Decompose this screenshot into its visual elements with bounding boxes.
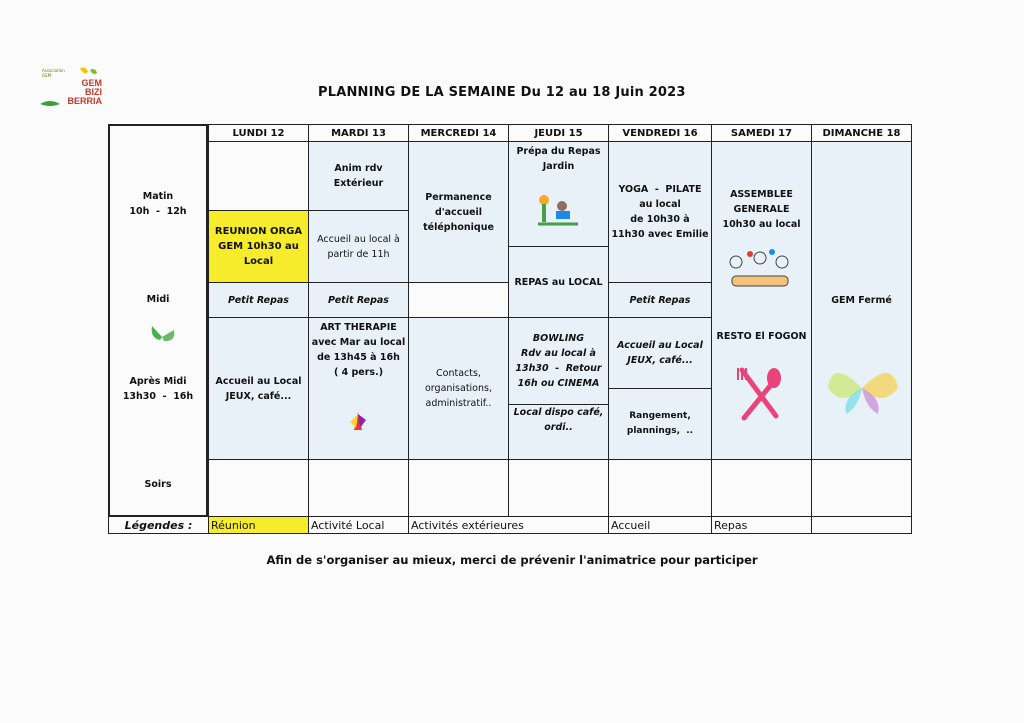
dimanche-soir bbox=[811, 459, 912, 517]
vendredi-apres-midi-accueil: Accueil au Local JEUX, café... bbox=[608, 317, 712, 389]
butterfly-icon bbox=[822, 358, 902, 422]
header-mercredi: MERCREDI 14 bbox=[408, 124, 509, 142]
jeudi-apres-midi-local: Local dispo café, ordi.. bbox=[508, 404, 609, 460]
legend-empty bbox=[811, 516, 912, 534]
row-label-midi: Midi bbox=[146, 293, 170, 305]
mercredi-apres-midi: Contacts, organisations, administratif.. bbox=[408, 317, 509, 460]
mardi-matin-exterieur: Anim rdv Extérieur bbox=[308, 141, 409, 211]
samedi-soir bbox=[711, 459, 812, 517]
cutlery-icon bbox=[736, 366, 784, 426]
legend-activites-exterieures: Activités extérieures bbox=[408, 516, 609, 534]
people-meeting-icon bbox=[720, 248, 800, 302]
lundi-soir bbox=[208, 459, 309, 517]
header-lundi: LUNDI 12 bbox=[208, 124, 309, 142]
mercredi-matin: Permanence d'accueil téléphonique bbox=[408, 141, 509, 283]
gem-logo bbox=[40, 66, 102, 116]
planning-table bbox=[108, 124, 912, 534]
lundi-reunion: REUNION ORGA GEM 10h30 au Local bbox=[208, 210, 309, 283]
lundi-midi: Petit Repas bbox=[208, 282, 309, 318]
header-mardi: MARDI 13 bbox=[308, 124, 409, 142]
header-jeudi: JEUDI 15 bbox=[508, 124, 609, 142]
lundi-apres-midi: Accueil au Local JEUX, café... bbox=[208, 317, 309, 460]
logo-small-text: Association GEM bbox=[42, 68, 65, 78]
row-label-matin: Matin 10h - 12h bbox=[129, 191, 187, 217]
vendredi-midi: Petit Repas bbox=[608, 282, 712, 318]
jeudi-apres-midi-bowling: BOWLING Rdv au local à 13h30 - Retour 16h ou CINEMA bbox=[508, 317, 609, 405]
mardi-apres-midi bbox=[308, 317, 409, 460]
jeudi-soir bbox=[508, 459, 609, 517]
legend-reunion: Réunion bbox=[208, 516, 309, 534]
dimanche-ferme: GEM Fermé bbox=[811, 141, 912, 460]
footer-note: Afin de s'organiser au mieux, merci de prévenir l'animatrice pour participer bbox=[266, 553, 758, 567]
butterfly-icon bbox=[148, 322, 178, 356]
header-dimanche: DIMANCHE 18 bbox=[811, 124, 912, 142]
vendredi-matin: YOGA - PILATE au local de 10h30 à 11h30 avec Emilie bbox=[608, 141, 712, 283]
samedi-assemblee: ASSEMBLEE GENERALE 10h30 au local bbox=[722, 188, 801, 230]
page-title: PLANNING DE LA SEMAINE Du 12 au 18 Juin 2023 bbox=[318, 85, 686, 100]
header-vendredi: VENDREDI 16 bbox=[608, 124, 712, 142]
mercredi-midi bbox=[408, 282, 509, 318]
paint-splash-icon bbox=[346, 408, 370, 438]
mercredi-soir bbox=[408, 459, 509, 517]
jeudi-midi: REPAS au LOCAL bbox=[508, 246, 609, 318]
lundi-matin-empty bbox=[208, 141, 309, 211]
samedi-resto: RESTO El FOGON bbox=[716, 330, 807, 342]
legend-repas: Repas bbox=[711, 516, 812, 534]
legend-accueil: Accueil bbox=[608, 516, 712, 534]
mardi-art-therapie: ART THERAPIE avec Mar au local de 13h45 à 16h ( 4 pers.) bbox=[311, 322, 406, 378]
header-samedi: SAMEDI 17 bbox=[711, 124, 812, 142]
mardi-matin-accueil: Accueil au local à partir de 11h bbox=[308, 210, 409, 283]
vendredi-apres-midi-rangement: Rangement, plannings, .. bbox=[608, 388, 712, 460]
row-label-apres-midi: Après Midi 13h30 - 16h bbox=[122, 376, 194, 402]
gardener-icon bbox=[536, 194, 580, 232]
legend-activite-local: Activité Local bbox=[308, 516, 409, 534]
row-label-soirs: Soirs bbox=[144, 478, 172, 490]
vendredi-soir bbox=[608, 459, 712, 517]
logo-name: GEM BIZI BERRIA bbox=[67, 78, 102, 106]
jeudi-prepa-repas: Prépa du Repas Jardin bbox=[516, 146, 601, 172]
mardi-midi: Petit Repas bbox=[308, 282, 409, 318]
mardi-soir bbox=[308, 459, 409, 517]
legend-label: Légendes : bbox=[108, 516, 209, 534]
